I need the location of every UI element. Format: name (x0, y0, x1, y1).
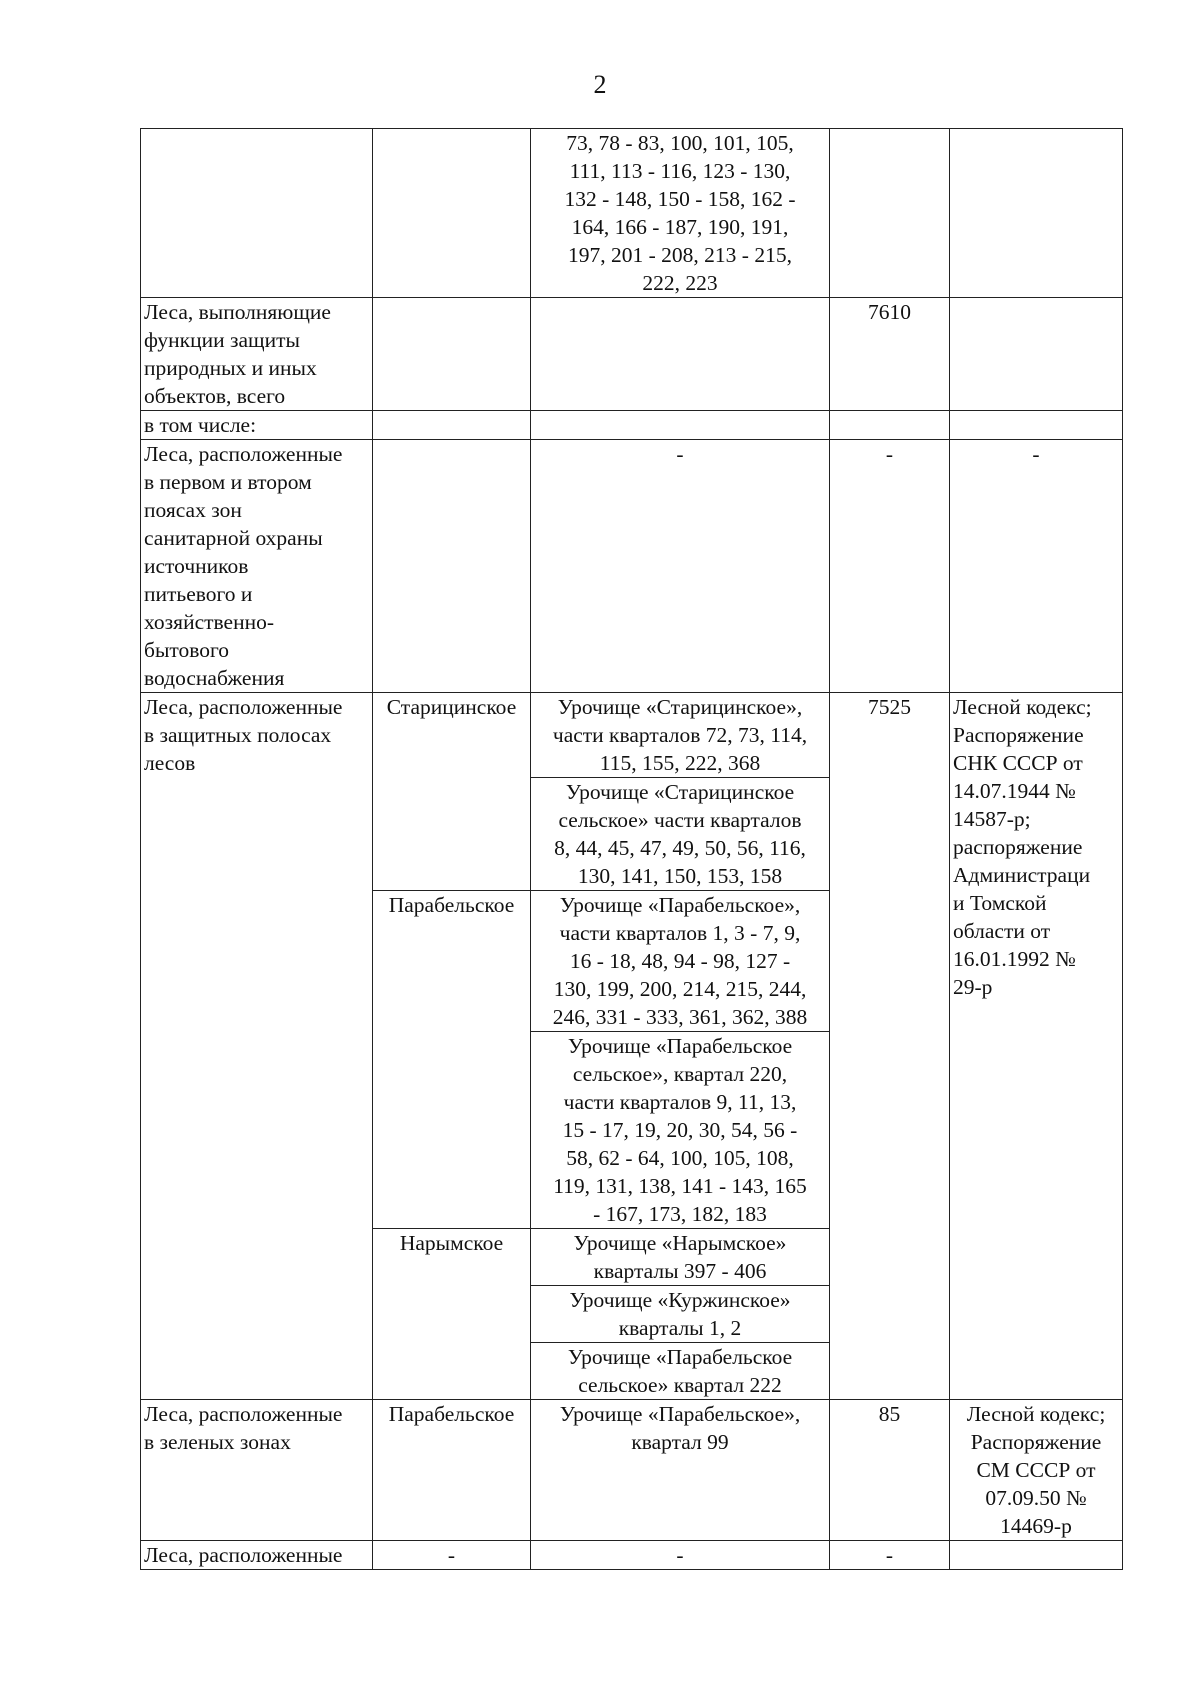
tract-cell: Урочище «Нарымское» кварталы 397 - 406 (531, 1229, 830, 1286)
forestry-cell: - (373, 1541, 531, 1570)
area-cell: 7525 (830, 693, 950, 1400)
page-number: 2 (593, 70, 607, 99)
category-cell: в том числе: (141, 411, 373, 440)
forestry-cell (373, 411, 531, 440)
category-cell (141, 129, 373, 298)
forestry-cell: Нарымское (373, 1229, 531, 1400)
tract-cell (531, 411, 830, 440)
tract-cell: - (531, 1541, 830, 1570)
forestry-cell (373, 298, 531, 411)
category-cell: Леса, расположенные в первом и втором поясах зон санитарной охраны источников питьевого и хозяйственно- бытового водоснабжения (141, 440, 373, 693)
basis-cell (950, 129, 1123, 298)
area-cell (830, 411, 950, 440)
tract-cell: Урочище «Куржинское» кварталы 1, 2 (531, 1286, 830, 1343)
forestry-cell: Парабельское (373, 1400, 531, 1541)
basis-cell: - (950, 440, 1123, 693)
tract-cell: 73, 78 - 83, 100, 101, 105, 111, 113 - 116, 123 - 130, 132 - 148, 150 - 158, 162 - 164, 166 - 187, 190, 191, 197, 201 - 208, 213 - 215, 222, 223 (531, 129, 830, 298)
tract-cell: Урочище «Старицинское сельское» части кварталов 8, 44, 45, 47, 49, 50, 56, 116, 130, 141, 150, 153, 158 (531, 778, 830, 891)
table-row-last (141, 1541, 1123, 1570)
forestry-cell (373, 129, 531, 298)
category-cell: Леса, расположенные в зеленых зонах (141, 1400, 373, 1541)
category-cell: Леса, расположенные (141, 1541, 373, 1570)
table-row-sanitary (141, 440, 1123, 693)
area-cell: 7610 (830, 298, 950, 411)
forestry-cell: Старицинское (373, 693, 531, 891)
table-row-continuation (141, 129, 1123, 298)
table-row-green-zones (141, 1400, 1123, 1541)
forestry-cell: Парабельское (373, 891, 531, 1229)
category-cell: Леса, выполняющие функции защиты природных и иных объектов, всего (141, 298, 373, 411)
tract-cell: Урочище «Парабельское сельское» квартал 222 (531, 1343, 830, 1400)
tract-cell: Урочище «Парабельское сельское», квартал 220, части кварталов 9, 11, 13, 15 - 17, 19, 20, 30, 54, 56 - 58, 62 - 64, 100, 105, 108, 119, 131, 138, 141 - 143, 165 - 167, 173, 182, 183 (531, 1032, 830, 1229)
tract-cell (531, 298, 830, 411)
tract-cell: Урочище «Старицинское», части кварталов 72, 73, 114, 115, 155, 222, 368 (531, 693, 830, 778)
area-cell: - (830, 440, 950, 693)
forest-category-table (140, 128, 1123, 1570)
basis-cell (950, 1541, 1123, 1570)
basis-cell: Лесной кодекс; Распоряжение СНК СССР от 14.07.1944 № 14587-р; распоряжение Администраци и Томской области от 16.01.1992 № 29-р (950, 693, 1123, 1400)
basis-cell (950, 298, 1123, 411)
tract-cell: Урочище «Парабельское», части кварталов 1, 3 - 7, 9, 16 - 18, 48, 94 - 98, 127 - 130, 199, 200, 214, 215, 244, 246, 331 - 333, 361, 362, 388 (531, 891, 830, 1032)
table-row-protective-total (141, 298, 1123, 411)
area-cell: 85 (830, 1400, 950, 1541)
area-cell: - (830, 1541, 950, 1570)
basis-cell: Лесной кодекс; Распоряжение СМ СССР от 07.09.50 № 14469-р (950, 1400, 1123, 1541)
table-row-strips-1 (141, 693, 1123, 778)
basis-cell (950, 411, 1123, 440)
area-cell (830, 129, 950, 298)
forestry-cell (373, 440, 531, 693)
table-row-including (141, 411, 1123, 440)
tract-cell: - (531, 440, 830, 693)
tract-cell: Урочище «Парабельское», квартал 99 (531, 1400, 830, 1541)
category-cell: Леса, расположенные в защитных полосах лесов (141, 693, 373, 1400)
